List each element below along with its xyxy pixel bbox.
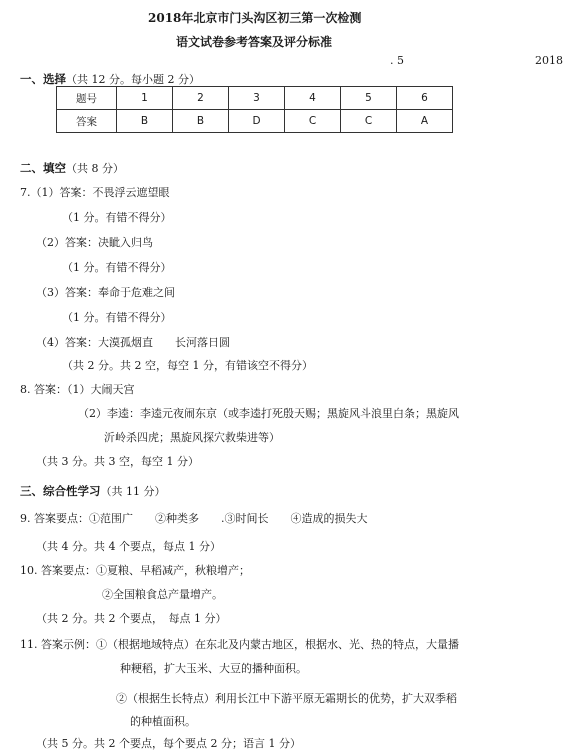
answer-cell: C [341, 110, 397, 133]
answer-line: ②全国粮食总产量增产。 [102, 588, 223, 601]
table-row [57, 110, 453, 133]
answer-line: 11. 答案示例：①（根据地域特点）在东北及内蒙古地区，根据水、光、热的特点，大量播 [20, 638, 459, 651]
section3-heading: 三、综合性学习 [20, 484, 101, 498]
section3-header [20, 483, 166, 499]
section2-header [20, 160, 124, 176]
answer-line: （3）答案：奉命于危难之间 [36, 286, 175, 299]
section1-score: （共 12 分。每小题 2 分） [66, 73, 200, 86]
answer-line: （1 分。有错不得分） [62, 211, 172, 224]
question-number: 6 [397, 87, 453, 110]
date-year: 2018 [535, 54, 563, 67]
table-row [57, 87, 453, 110]
answer-line: （共 2 分。共 2 个要点， 每点 1 分） [36, 612, 227, 625]
document-title: 2018年北京市门头沟区初三第一次检测 [148, 11, 362, 25]
answer-line: （2）答案：决眦入归鸟 [36, 236, 153, 249]
question-number: 5 [341, 87, 397, 110]
answer-line: 种粳稻，扩大玉米、大豆的播种面积。 [120, 662, 307, 675]
answer-line: （共 2 分。共 2 空，每空 1 分，有错该空不得分） [62, 359, 313, 372]
answer-line: 8. 答案：（1）大闹天宫 [20, 383, 135, 396]
answer-cell: B [117, 110, 173, 133]
section1-header [20, 71, 200, 87]
question-number: 3 [229, 87, 285, 110]
answer-cell: A [397, 110, 453, 133]
answer-line: 7.（1）答案：不畏浮云遮望眼 [20, 186, 170, 199]
section2-heading: 二、填空 [20, 161, 66, 175]
answer-line: 的种植面积。 [130, 715, 196, 728]
answer-line: （4）答案：大漠孤烟直 长河落日圆 [36, 336, 230, 349]
section1-heading: 一、选择 [20, 72, 66, 86]
answer-cell: C [285, 110, 341, 133]
question-number: 1 [117, 87, 173, 110]
answer-line: （1 分。有错不得分） [62, 261, 172, 274]
question-number: 2 [173, 87, 229, 110]
answer-line: （1 分。有错不得分） [62, 311, 172, 324]
answer-line: 沂岭杀四虎；黑旋风探穴救柴进等） [104, 431, 280, 444]
date-month: . 5 [390, 54, 404, 67]
answer-line: （共 5 分。共 2 个要点，每个要点 2 分；语言 1 分） [36, 737, 301, 750]
table-row-label: 题号 [57, 87, 117, 110]
answer-cell: D [229, 110, 285, 133]
answer-line: ②（根据生长特点）利用长江中下游平原无霜期长的优势，扩大双季稻 [116, 692, 457, 705]
answer-line: （共 3 分。共 3 空，每空 1 分） [36, 455, 199, 468]
answer-line: （2）李逵：李逵元夜闹东京（或李逵打死殷天赐；黑旋风斗浪里白条；黑旋风 [78, 407, 459, 420]
section3-score: （共 11 分） [100, 485, 166, 498]
document-subtitle: 语文试卷参考答案及评分标准 [176, 35, 333, 49]
answer-line: 9. 答案要点：①范围广 ②种类多 .③时间长 ④造成的损失大 [20, 512, 368, 525]
section2-score: （共 8 分） [66, 162, 124, 175]
answer-cell: B [173, 110, 229, 133]
table-row-label: 答案 [57, 110, 117, 133]
answer-line: （共 4 分。共 4 个要点，每点 1 分） [36, 540, 221, 553]
question-number: 4 [285, 87, 341, 110]
answer-line: 10. 答案要点：①夏粮、早稻减产，秋粮增产； [20, 564, 250, 577]
answer-table [56, 86, 453, 133]
